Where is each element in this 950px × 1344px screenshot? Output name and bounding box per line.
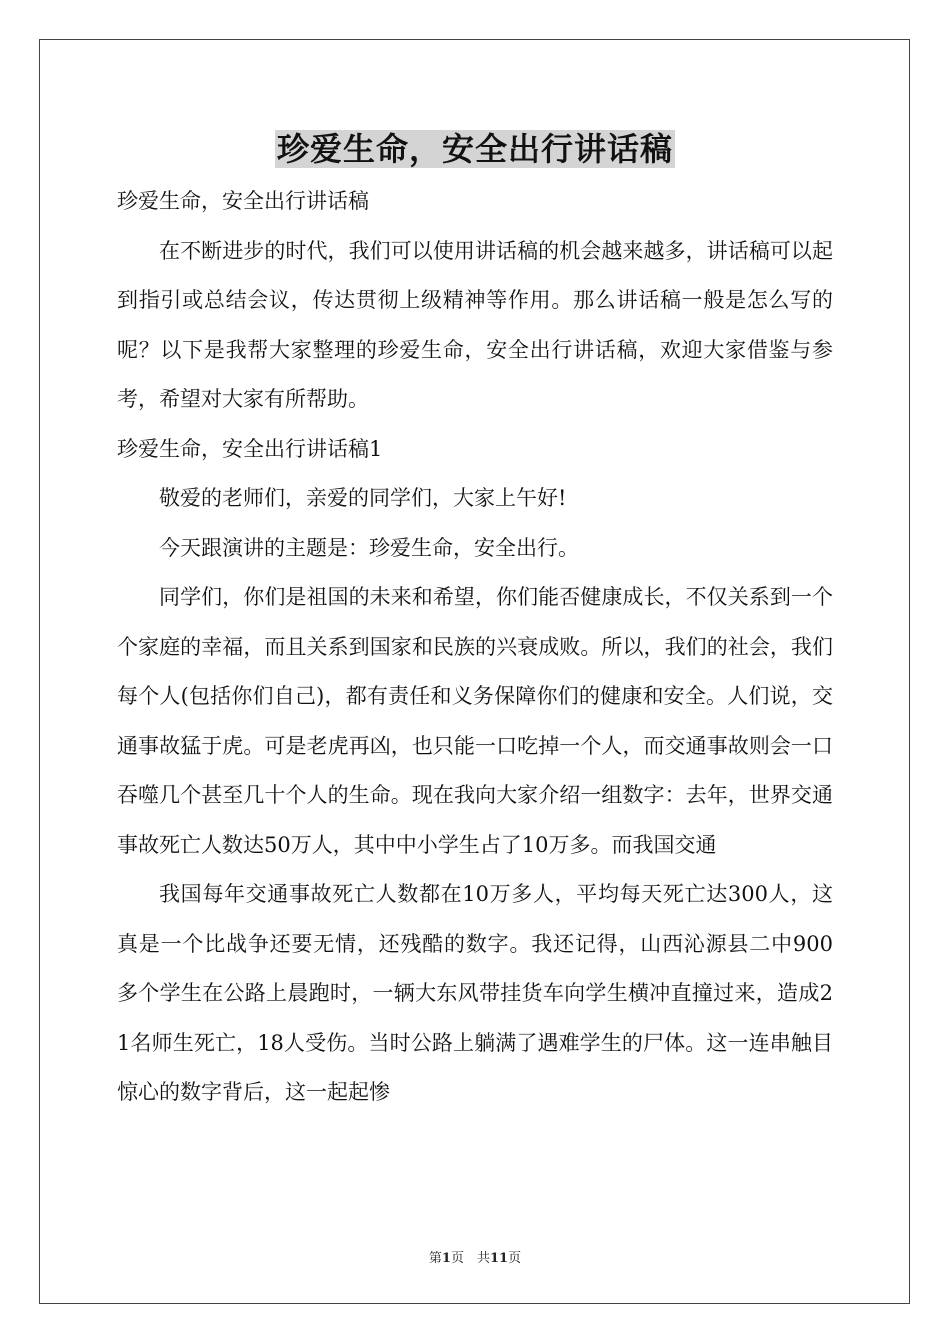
document-subtitle: 珍爱生命，安全出行讲话稿 [117, 189, 369, 213]
document-title-text: 珍爱生命，安全出行讲话稿 [276, 130, 673, 168]
body-paragraph: 今天跟演讲的主题是：珍爱生命，安全出行。 [159, 535, 579, 560]
document-body [117, 177, 833, 1118]
page-mid: 页 共 [450, 1251, 490, 1266]
page-prefix: 第 [428, 1251, 442, 1266]
page-suffix: 页 [508, 1251, 522, 1266]
section-heading: 珍爱生命，安全出行讲话稿1 [117, 436, 383, 461]
document-title [0, 126, 950, 172]
body-paragraph: 同学们，你们是祖国的未来和希望，你们能否健康成长，不仅关系到一个个家庭的幸福，而且关系到国家和民族的兴衰成败。所以，我们的社会，我们每个人(包括你们自己)，都有责任和义务保障你们的健康和安全。人们说，交通事故猛于虎。可是老虎再凶，也只能一口吃掉一个人，而交通事故则会一口吞噬几个甚至几十个人的生命。现在我向大家介绍一组数字：去年，世界交通事故死亡人数达50万人，其中中小学生占了10万多。而我国交通 [117, 585, 833, 857]
current-page-number: 1 [441, 1251, 451, 1266]
intro-paragraph: 在不断进步的时代，我们可以使用讲话稿的机会越来越多，讲话稿可以起到指引或总结会议，传达贯彻上级精神等作用。那么讲话稿一般是怎么写的呢？以下是我帮大家整理的珍爱生命，安全出行讲话稿，欢迎大家借鉴与参考，希望对大家有所帮助。 [117, 238, 833, 411]
page-footer [0, 1247, 950, 1266]
body-paragraph: 我国每年交通事故死亡人数都在10万多人，平均每天死亡达300人，这真是一个比战争还要无情，还残酷的数字。我还记得，山西沁源县二中900 多个学生在公路上晨跑时，一辆大东风带挂货车向学生横冲直撞过来，造成21名师生死亡，18人受伤。当时公路上躺满了遇难学生的尸体。这一连串触目惊心的数字背后，这一起起惨 [117, 882, 833, 1104]
total-page-number: 11 [489, 1251, 509, 1266]
body-paragraph: 敬爱的老师们，亲爱的同学们，大家上午好! [159, 486, 567, 510]
